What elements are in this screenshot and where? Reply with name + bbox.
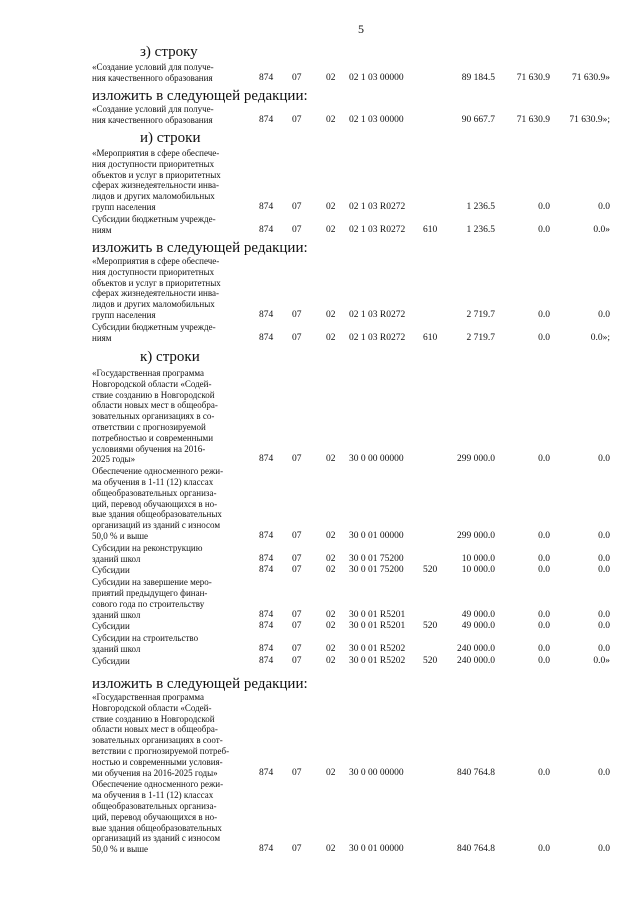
- cell-sec: 07: [292, 767, 302, 778]
- cell-sub: 02: [326, 531, 336, 541]
- cell-csr: 30 0 00 00000: [349, 454, 404, 465]
- cell-code: 874: [259, 621, 274, 632]
- cell-sub: 02: [326, 310, 336, 320]
- row-name-line: Субсидии: [92, 565, 130, 576]
- cell-v2: 0.0: [538, 565, 550, 576]
- row-name: [92, 543, 252, 565]
- cell-sub: 02: [326, 609, 336, 620]
- cell-csr: 30 0 01 R5201: [349, 609, 406, 620]
- section-heading: изложить в следующей редакции:: [92, 240, 308, 256]
- cell-v2: 0.0: [538, 224, 550, 235]
- cell-v2: 71 630.9: [516, 72, 550, 83]
- cell-v2: 0.0: [538, 655, 550, 666]
- cell-v3: 0.0»: [593, 224, 610, 235]
- cell-v2: 0.0: [538, 621, 550, 632]
- cell-code: 874: [259, 531, 274, 541]
- cell-sec: 07: [292, 310, 302, 320]
- row-name-line: «Создание условий для получе-: [92, 104, 214, 114]
- cell-sec: 07: [292, 454, 302, 465]
- cell-sub: 02: [326, 114, 336, 125]
- cell-v1: 1 236.5: [466, 202, 495, 212]
- row-name-line: ма обучения в 1-11 (12) классах: [92, 476, 214, 487]
- cell-vr: 520: [423, 621, 438, 632]
- cell-code: 874: [259, 202, 274, 212]
- cell-v3: 0.0: [598, 644, 610, 654]
- row-name-line: «Государственная программа: [92, 692, 204, 702]
- cell-sub: 02: [326, 72, 336, 83]
- row-name-line: «Мероприятия в сфере обеспече-: [92, 256, 220, 266]
- row-name: [92, 692, 252, 778]
- cell-sub: 02: [326, 565, 336, 576]
- cell-v3: 0.0: [598, 565, 610, 576]
- row-name-line: зданий школ: [92, 643, 141, 654]
- row-name: [92, 621, 252, 632]
- row-name-line: Субсидии: [92, 655, 130, 666]
- cell-vr: 610: [423, 224, 438, 235]
- cell-v2: 0.0: [538, 844, 550, 855]
- row-name-line: ми обучения на 2016-2025 годы»: [92, 767, 218, 778]
- cell-sec: 07: [292, 655, 302, 666]
- cell-sec: 07: [292, 224, 302, 235]
- cell-sec: 07: [292, 644, 302, 654]
- row-name-line: групп населения: [92, 201, 156, 212]
- cell-v2: 0.0: [538, 310, 550, 320]
- cell-v3: 0.0: [598, 767, 610, 778]
- row-name-line: зданий школ: [92, 553, 141, 564]
- row-name-line: общеобразовательных организа-: [92, 487, 217, 498]
- cell-sub: 02: [326, 332, 336, 343]
- cell-sub: 02: [326, 655, 336, 666]
- page-number: 5: [358, 22, 364, 36]
- cell-code: 874: [259, 454, 274, 465]
- cell-v1: 299 000.0: [457, 531, 495, 541]
- cell-code: 874: [259, 310, 274, 320]
- cell-v3: 0.0: [598, 310, 610, 320]
- cell-vr: 520: [423, 655, 438, 666]
- row-name: [92, 148, 252, 213]
- cell-code: 874: [259, 609, 274, 620]
- cell-csr: 30 0 01 75200: [349, 565, 404, 576]
- cell-v1: 840 764.8: [457, 844, 495, 855]
- row-name-line: ниям: [92, 332, 112, 343]
- cell-code: 874: [259, 72, 274, 83]
- cell-vr: 610: [423, 332, 438, 343]
- cell-v1: 240 000.0: [457, 655, 495, 666]
- row-name-line: лидов и других маломобильных: [92, 299, 215, 310]
- cell-v3: 71 630.9»: [572, 72, 610, 83]
- row-name-line: условиями обучения на 2016-: [92, 443, 206, 454]
- row-name-line: Обеспечение односменного режи-: [92, 466, 224, 477]
- cell-sub: 02: [326, 767, 336, 778]
- cell-code: 874: [259, 655, 274, 666]
- cell-sub: 02: [326, 621, 336, 632]
- cell-v2: 0.0: [538, 332, 550, 343]
- row-name-line: ния качественного образования: [92, 72, 213, 83]
- section-heading: и) строки: [140, 130, 201, 146]
- row-name-line: сового года по строительству: [92, 598, 205, 609]
- row-name-line: зовательных организациях в со-: [92, 411, 215, 422]
- cell-csr: 30 0 01 75200: [349, 553, 404, 564]
- cell-csr: 30 0 00 00000: [349, 767, 404, 778]
- cell-sec: 07: [292, 531, 302, 541]
- row-name-line: сферах жизнедеятельности инва-: [92, 288, 219, 299]
- cell-v1: 10 000.0: [461, 565, 495, 576]
- row-name-line: лидов и других маломобильных: [92, 191, 215, 202]
- cell-sub: 02: [326, 644, 336, 654]
- cell-sec: 07: [292, 332, 302, 343]
- cell-v1: 89 184.5: [461, 72, 495, 83]
- cell-v1: 2 719.7: [466, 310, 495, 320]
- row-name: [92, 656, 252, 667]
- cell-v1: 49 000.0: [461, 609, 495, 620]
- row-name-line: Новгородской области «Содей-: [92, 378, 212, 389]
- cell-csr: 02 1 03 R0272: [349, 202, 406, 212]
- cell-csr: 30 0 01 00000: [349, 531, 404, 541]
- row-name-line: области новых мест в общеобра-: [92, 400, 218, 411]
- cell-v3: 0.0: [598, 609, 610, 620]
- cell-csr: 02 1 03 00000: [349, 114, 404, 125]
- cell-csr: 30 0 01 00000: [349, 844, 404, 855]
- cell-csr: 30 0 01 R5202: [349, 644, 406, 654]
- cell-v1: 49 000.0: [461, 621, 495, 632]
- cell-sec: 07: [292, 114, 302, 125]
- row-name: [92, 779, 252, 855]
- row-name-line: общеобразовательных организа-: [92, 800, 217, 811]
- row-name: [92, 466, 252, 542]
- row-name: [92, 256, 252, 321]
- cell-v3: 0.0: [598, 202, 610, 212]
- row-name-line: «Создание условий для получе-: [92, 62, 214, 72]
- cell-sec: 07: [292, 844, 302, 855]
- cell-code: 874: [259, 844, 274, 855]
- row-name-line: Субсидии на реконструкцию: [92, 542, 203, 553]
- row-name-line: ветствии с прогнозируемой потреб-: [92, 745, 230, 756]
- cell-v2: 0.0: [538, 609, 550, 620]
- cell-sub: 02: [326, 454, 336, 465]
- row-name-line: области новых мест в общеобра-: [92, 724, 218, 735]
- cell-csr: 30 0 01 R5202: [349, 655, 406, 666]
- section-heading: к) строки: [140, 349, 200, 365]
- section-heading: з) строку: [140, 44, 198, 60]
- cell-v1: 2 719.7: [466, 332, 495, 343]
- cell-v1: 10 000.0: [461, 553, 495, 564]
- row-name: [92, 62, 252, 84]
- cell-code: 874: [259, 224, 274, 235]
- cell-sec: 07: [292, 565, 302, 576]
- cell-sub: 02: [326, 844, 336, 855]
- row-name-line: ствие созданию в Новгородской: [92, 713, 215, 724]
- cell-v1: 90 667.7: [461, 114, 495, 125]
- row-name-line: «Мероприятия в сфере обеспече-: [92, 148, 220, 158]
- cell-code: 874: [259, 114, 274, 125]
- cell-v2: 0.0: [538, 202, 550, 212]
- row-name: [92, 104, 252, 126]
- cell-csr: 02 1 03 R0272: [349, 224, 406, 235]
- cell-v1: 299 000.0: [457, 454, 495, 465]
- cell-sub: 02: [326, 224, 336, 235]
- row-name-line: ций, перевод обучающихся в но-: [92, 498, 218, 509]
- row-name-line: Субсидии: [92, 621, 130, 632]
- section-heading: изложить в следующей редакции:: [92, 676, 308, 692]
- cell-v2: 0.0: [538, 644, 550, 654]
- cell-v3: 0.0»;: [590, 332, 610, 343]
- cell-vr: 520: [423, 565, 438, 576]
- cell-code: 874: [259, 767, 274, 778]
- row-name-line: вые здания общеобразовательных: [92, 822, 222, 833]
- row-name: [92, 214, 252, 236]
- row-name-line: ностью и современными условия-: [92, 756, 223, 767]
- row-name-line: Субсидии на строительство: [92, 633, 199, 644]
- cell-v3: 0.0: [598, 844, 610, 855]
- cell-code: 874: [259, 565, 274, 576]
- row-name-line: ма обучения в 1-11 (12) классах: [92, 790, 214, 801]
- cell-sec: 07: [292, 72, 302, 83]
- cell-sec: 07: [292, 621, 302, 632]
- row-name-line: «Государственная программа: [92, 368, 204, 378]
- cell-code: 874: [259, 644, 274, 654]
- row-name: [92, 633, 252, 655]
- row-name: [92, 565, 252, 576]
- row-name-line: ниям: [92, 224, 112, 235]
- cell-v1: 240 000.0: [457, 644, 495, 654]
- cell-v3: 0.0: [598, 454, 610, 465]
- row-name-line: объектов и услуг в приоритетных: [92, 169, 221, 180]
- row-name-line: вые здания общеобразовательных: [92, 509, 222, 520]
- row-name-line: организаций из зданий с износом: [92, 520, 221, 531]
- row-name-line: зовательных организациях в соот-: [92, 735, 223, 746]
- cell-sec: 07: [292, 609, 302, 620]
- cell-v2: 0.0: [538, 767, 550, 778]
- row-name-line: групп населения: [92, 309, 156, 320]
- cell-sub: 02: [326, 553, 336, 564]
- cell-v3: 0.0: [598, 553, 610, 564]
- row-name-line: ответствии с прогнозируемой: [92, 421, 206, 432]
- cell-v2: 0.0: [538, 531, 550, 541]
- section-heading: изложить в следующей редакции:: [92, 88, 308, 104]
- row-name-line: Субсидии бюджетным учрежде-: [92, 321, 216, 332]
- row-name-line: сферах жизнедеятельности инва-: [92, 180, 219, 191]
- row-name-line: потребностью и современными: [92, 432, 214, 443]
- cell-code: 874: [259, 332, 274, 343]
- row-name-line: зданий школ: [92, 609, 141, 620]
- row-name-line: ния доступности приоритетных: [92, 158, 215, 169]
- row-name-line: ций, перевод обучающихся в но-: [92, 811, 218, 822]
- row-name-line: Субсидии бюджетным учрежде-: [92, 213, 216, 224]
- row-name-line: ствие созданию в Новгородской: [92, 389, 215, 400]
- row-name-line: организаций из зданий с износом: [92, 833, 221, 844]
- cell-csr: 02 1 03 R0272: [349, 332, 406, 343]
- cell-v3: 0.0: [598, 531, 610, 541]
- cell-csr: 02 1 03 00000: [349, 72, 404, 83]
- cell-v2: 0.0: [538, 454, 550, 465]
- cell-v1: 1 236.5: [466, 224, 495, 235]
- cell-code: 874: [259, 553, 274, 564]
- row-name-line: 50,0 % и выше: [92, 530, 149, 541]
- row-name-line: ния качественного образования: [92, 114, 213, 125]
- row-name-line: объектов и услуг в приоритетных: [92, 277, 221, 288]
- cell-v1: 840 764.8: [457, 767, 495, 778]
- cell-v2: 71 630.9: [516, 114, 550, 125]
- row-name-line: ния доступности приоритетных: [92, 266, 215, 277]
- row-name-line: 50,0 % и выше: [92, 844, 149, 855]
- cell-sec: 07: [292, 553, 302, 564]
- row-name-line: Обеспечение односменного режи-: [92, 779, 224, 790]
- cell-v3: 0.0: [598, 621, 610, 632]
- row-name-line: Новгородской области «Содей-: [92, 702, 212, 713]
- cell-v2: 0.0: [538, 553, 550, 564]
- cell-csr: 30 0 01 R5201: [349, 621, 406, 632]
- row-name-line: Субсидии на завершение меро-: [92, 577, 212, 588]
- row-name-line: приятий предыдущего финан-: [92, 587, 208, 598]
- row-name-line: 2025 годы»: [92, 454, 136, 465]
- row-name: [92, 577, 252, 620]
- cell-sec: 07: [292, 202, 302, 212]
- row-name: [92, 322, 252, 344]
- cell-v3: 0.0»: [593, 655, 610, 666]
- cell-csr: 02 1 03 R0272: [349, 310, 406, 320]
- cell-sub: 02: [326, 202, 336, 212]
- cell-v3: 71 630.9»;: [569, 114, 610, 125]
- row-name: [92, 368, 252, 465]
